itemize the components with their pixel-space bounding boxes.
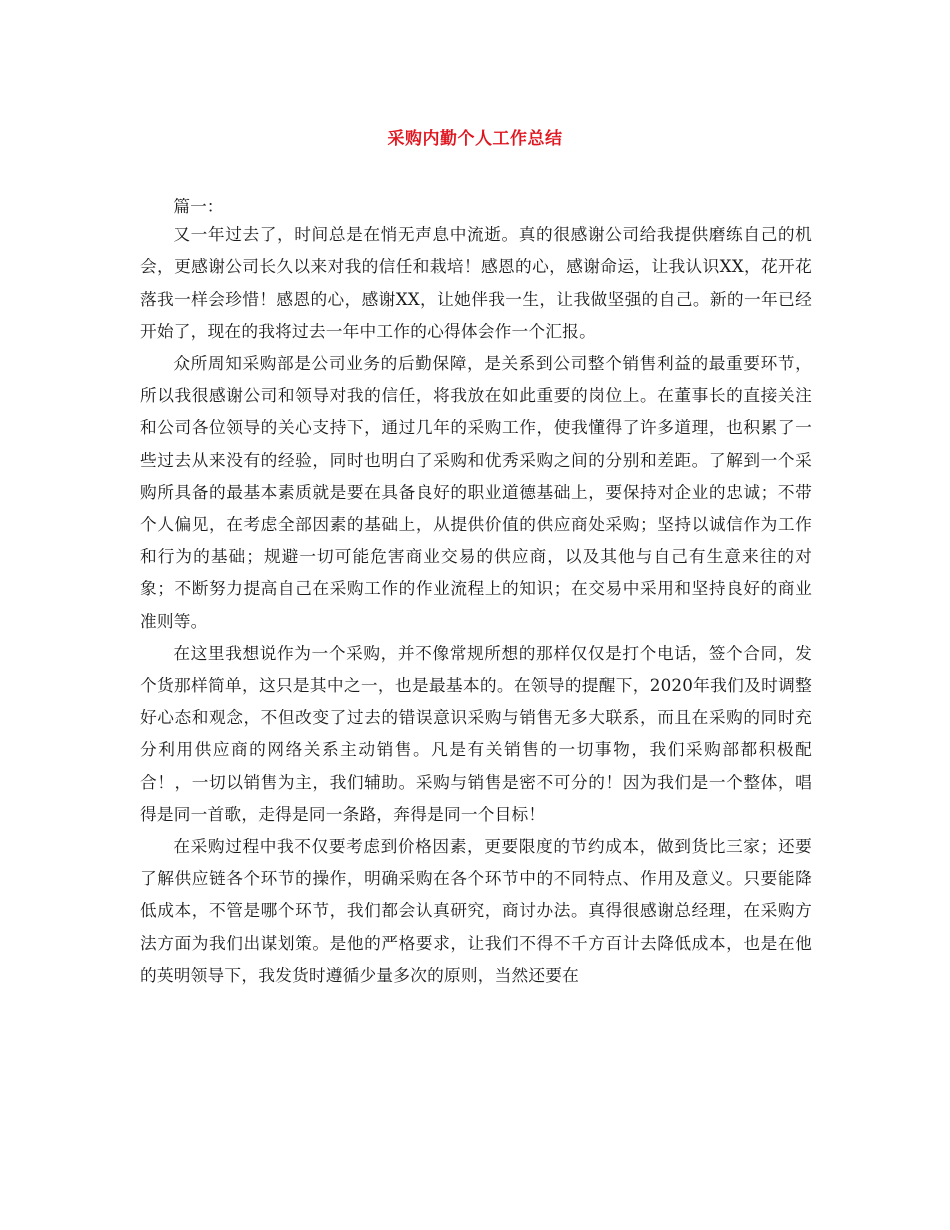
document-body bbox=[140, 190, 812, 991]
document-title: 采购内勤个人工作总结 bbox=[387, 129, 563, 149]
paragraph-1: 又一年过去了，时间总是在悄无声息中流逝。真的很感谢公司给我提供磨练自己的机会，更感谢公司长久以来对我的信任和栽培！感恩的心，感谢命运，让我认识XX，花开花落我一样会珍惜！感恩的心，感谢XX，让她伴我一生，让我做坚强的自己。新的一年已经开始了，现在的我将过去一年中工作的心得体会作一个汇报。 bbox=[140, 224, 812, 341]
paragraph-4: 在采购过程中我不仅要考虑到价格因素，更要限度的节约成本，做到货比三家；还要了解供应链各个环节的操作，明确采购在各个环节中的不同特点、作用及意义。只要能降低成本，不管是哪个环节，我们都会认真研究，商讨办法。真得很感谢总经理，在采购方法方面为我们出谋划策。是他的严格要求，让我们不得不千方百计去降低成本，也是在他的英明领导下，我发货时遵循少量多次的原则，当然还要在 bbox=[140, 836, 812, 985]
paragraph-2: 众所周知采购部是公司业务的后勤保障，是关系到公司整个销售利益的最重要环节，所以我很感谢公司和领导对我的信任，将我放在如此重要的岗位上。在董事长的直接关注和公司各位领导的关心支持下，通过几年的采购工作，使我懂得了许多道理，也积累了一些过去从来没有的经验，同时也明白了采购和优秀采购之间的分别和差距。了解到一个采购所具备的最基本素质就是要在具备良好的职业道德基础上，要保持对企业的忠诚；不带个人偏见，在考虑全部因素的基础上，从提供价值的供应商处采购；坚持以诚信作为工作和行为的基础；规避一切可能危害商业交易的供应商，以及其他与自己有生意来往的对象；不断努力提高自己在采购工作的作业流程上的知识；在交易中采用和坚持良好的商业准则等。 bbox=[140, 353, 812, 631]
paragraph-3: 在这里我想说作为一个采购，并不像常规所想的那样仅仅是打个电话，签个合同，发个货那样简单，这只是其中之一，也是最基本的。在领导的提醒下，2020年我们及时调整好心态和观念，不但改变了过去的错误意识采购与销售无多大联系，而且在采购的同时充分利用供应商的网络关系主动销售。凡是有关销售的一切事物，我们采购部都积极配合！，一切以销售为主，我们辅助。采购与销售是密不可分的！因为我们是一个整体，唱得是同一首歌，走得是同一条路，奔得是同一个目标！ bbox=[140, 642, 812, 824]
section-label: 篇一： bbox=[173, 196, 224, 216]
